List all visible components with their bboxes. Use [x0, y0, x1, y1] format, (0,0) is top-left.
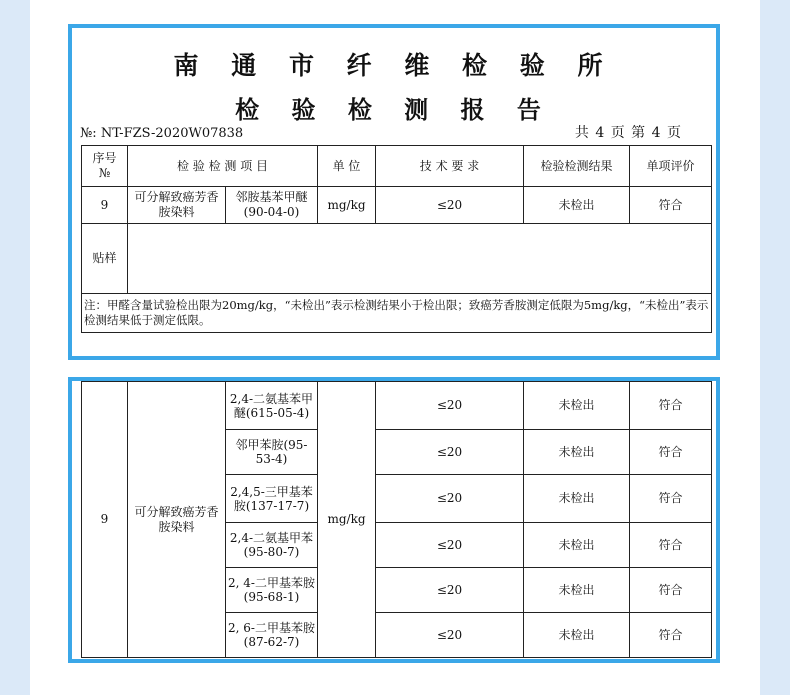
requirement-2: ≤20: [376, 430, 524, 475]
row-item: 可分解致癌芳香胺染料: [128, 187, 226, 224]
row-compound-text: 邻胺基苯甲醚 (90-04-0): [235, 190, 308, 219]
evaluation-2: 符合: [630, 430, 712, 475]
compound-2: 邻甲苯胺(95-53-4): [226, 430, 318, 475]
evaluation-3: 符合: [630, 475, 712, 523]
report-number: №: NT-FZS-2020W07838: [80, 126, 244, 141]
requirement-5: ≤20: [376, 568, 524, 613]
institute-name: 南 通 市 纤 维 检 验 所: [173, 51, 615, 80]
compound-3: 2,4,5-三甲基苯胺(137-17-7): [226, 475, 318, 523]
table-row: [82, 187, 712, 224]
requirement-4: ≤20: [376, 523, 524, 568]
table-row: [82, 382, 712, 430]
requirement-6: ≤20: [376, 613, 524, 658]
sample-area: [128, 224, 712, 294]
evaluation-1: 符合: [630, 382, 712, 430]
result-6: 未检出: [524, 613, 630, 658]
requirement-1: ≤20: [376, 382, 524, 430]
header-requirement: 技 术 要 求: [376, 146, 524, 187]
header-evaluation: 单项评价: [630, 146, 712, 187]
result-4: 未检出: [524, 523, 630, 568]
header-item: 检 验 检 测 项 目: [128, 146, 318, 187]
compound-6: 2, 6-二甲基苯胺(87-62-7): [226, 613, 318, 658]
compound-5: 2, 4-二甲基苯胺(95-68-1): [226, 568, 318, 613]
result-3: 未检出: [524, 475, 630, 523]
report-image-2: [68, 377, 720, 663]
table-header: [82, 146, 712, 187]
evaluation-5: 符合: [630, 568, 712, 613]
header-result: 检验检测结果: [524, 146, 630, 187]
evaluation-6: 符合: [630, 613, 712, 658]
result-5: 未检出: [524, 568, 630, 613]
row-unit: mg/kg: [318, 382, 376, 658]
row-no: 9: [82, 187, 128, 224]
compound-4: 2,4-二氨基甲苯(95-80-7): [226, 523, 318, 568]
note-text: 注：甲醛含量试验检出限为20mg/kg，“未检出”表示检测结果小于检出限；致癌芳香胺测定低限为5mg/kg，“未检出”表示检测结果低于测定低限。: [82, 294, 712, 333]
header-unit: 单 位: [318, 146, 376, 187]
requirement-3: ≤20: [376, 475, 524, 523]
evaluation-4: 符合: [630, 523, 712, 568]
row-requirement: ≤20: [376, 187, 524, 224]
result-1: 未检出: [524, 382, 630, 430]
row-unit: mg/kg: [318, 187, 376, 224]
results-table-1: [81, 145, 712, 333]
sample-row: [82, 224, 712, 294]
sample-label: 贴样: [82, 224, 128, 294]
row-item: 可分解致癌芳香胺染料: [128, 382, 226, 658]
row-no: 9: [82, 382, 128, 658]
result-2: 未检出: [524, 430, 630, 475]
row-compound: [226, 187, 318, 224]
report-title: 检 验 检 测 报 告: [235, 95, 553, 124]
header-no-text: 序号 №: [92, 151, 117, 180]
compound-1: 2,4-二氨基苯甲醚(615-05-4): [226, 382, 318, 430]
row-result: 未检出: [524, 187, 630, 224]
page-info: 共 4 页 第 4 页: [574, 125, 682, 141]
header-no: [82, 146, 128, 187]
results-table-2: [81, 381, 712, 658]
row-evaluation: 符合: [630, 187, 712, 224]
note-row: [82, 294, 712, 333]
report-image-1: [68, 24, 720, 360]
